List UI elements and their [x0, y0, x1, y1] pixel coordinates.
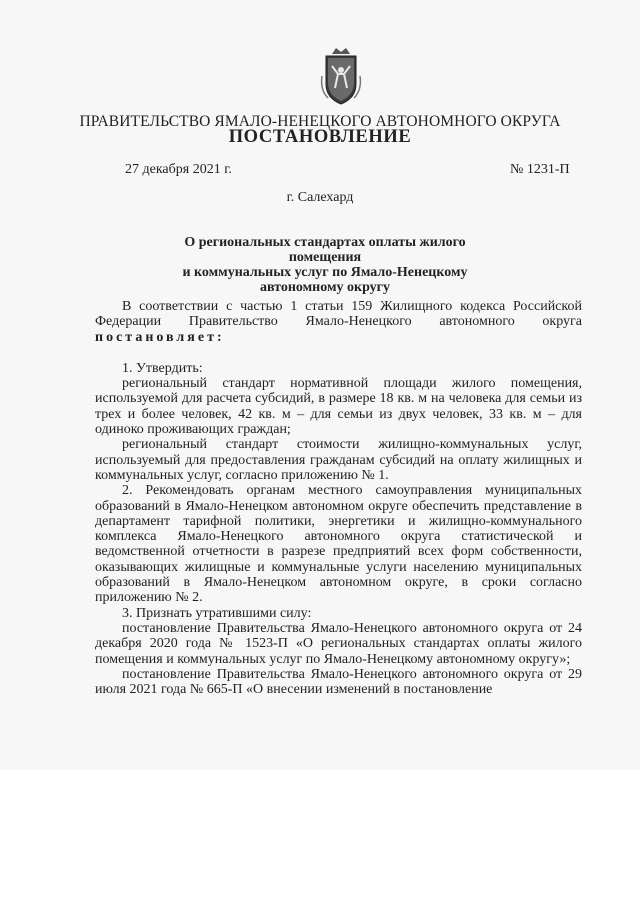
clause-1a: региональный стандарт нормативной площади жилого помещения, используемой для расчета субсидий, в размере 18 кв. м на человека для семьи из трех и более человек, 42 кв. м – для семьи из двух человек, 33 кв. м – для одиноко проживающих граждан;: [95, 376, 582, 438]
title-line: автономному округу: [259, 280, 391, 295]
clause-1b: региональный стандарт стоимости жилищно-коммунальных услуг, используемый для предоставления гражданам субсидий на оплату жилищных и коммунальных услуг, согласно приложению № 1.: [95, 437, 582, 483]
clause-1: 1. Утвердить:: [122, 360, 203, 376]
blank-margin: [0, 770, 640, 905]
coat-of-arms-emblem: [318, 46, 364, 106]
title-line: О региональных стандартах оплаты жилого помещения: [184, 235, 466, 265]
document-type-heading: ПОСТАНОВЛЕНИЕ: [228, 127, 412, 147]
document-city: г. Салехард: [286, 190, 354, 205]
preamble-paragraph: [95, 299, 582, 345]
clause-3a: постановление Правительства Ямало-Ненецкого автономного округа от 24 декабря 2020 года № 1523-П «О региональных стандартах оплаты жилого помещения и коммунальных услуг по Ямало-Ненецкому автономному округу»;: [95, 620, 582, 667]
document-title: [150, 235, 500, 295]
clause-2: 2. Рекомендовать органам местного самоуправления муниципальных образований в Ямало-Ненецком автономном округе обеспечить представление в департамент тарифной политики, энергетики и жилищно-коммунального комплекса Ямало-Ненецкого автономного округа статистической и ведомственной отчетности в разрезе предприятий всех форм собственности, оказывающих жилищные и коммунальные услуги населению муниципальных образований в Ямало-Ненецком автономном округе, в сроки согласно приложению № 2.: [95, 483, 582, 606]
organization-name: ПРАВИТЕЛЬСТВО ЯМАЛО-НЕНЕЦКОГО АВТОНОМНОГО ОКРУГА: [79, 113, 561, 130]
preamble-text: В соответствии с частью 1 статьи 159 Жилищного кодекса Российской Федерации Правительство Ямало-Ненецкого автономного округа: [95, 299, 582, 330]
clause-3b: постановление Правительства Ямало-Ненецкого автономного округа от 29 июля 2021 года № 665-П «О внесении изменений в постановление: [95, 666, 582, 698]
title-line: и коммунальных услуг по Ямало-Ненецкому: [182, 265, 468, 280]
document-number: № 1231-П: [510, 162, 570, 177]
decree-word: постановляет:: [95, 329, 225, 345]
document-date: 27 декабря 2021 г.: [125, 162, 232, 177]
clause-3: 3. Признать утратившими силу:: [122, 605, 312, 621]
document-body: [95, 299, 582, 697]
